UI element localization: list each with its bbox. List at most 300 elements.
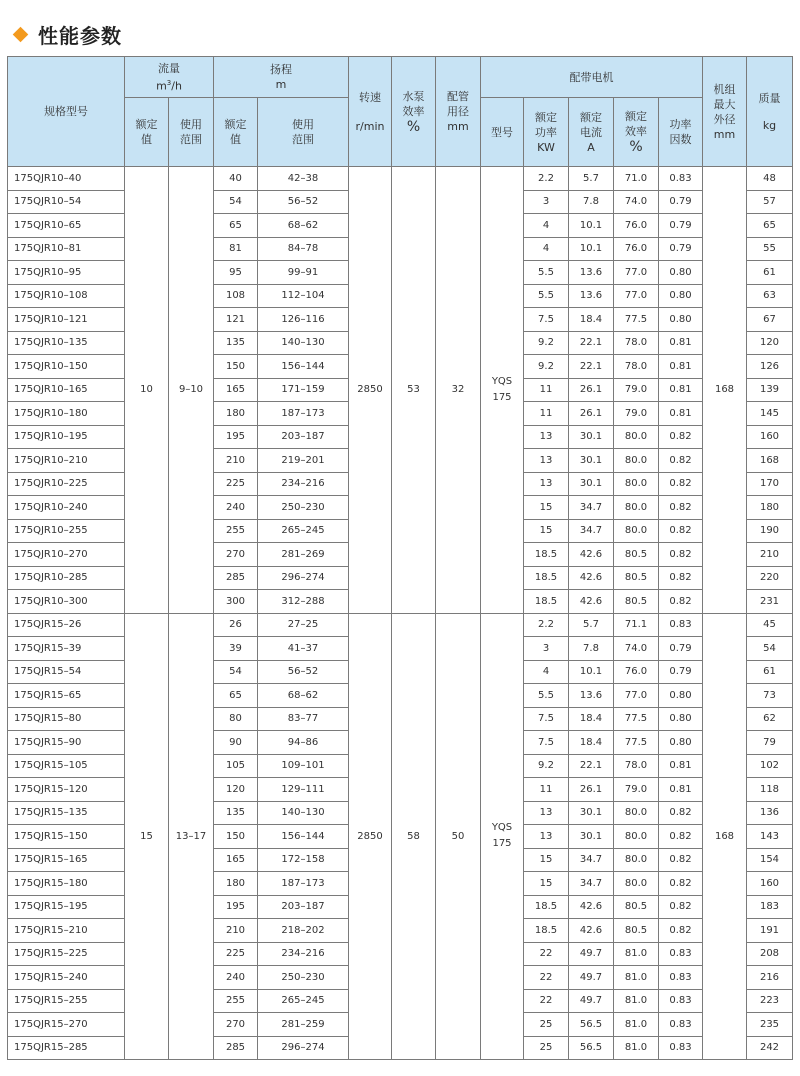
head-rated-cell: 165 bbox=[214, 378, 258, 402]
model-cell: 175QJR10–225 bbox=[8, 472, 125, 496]
mass-cell: 210 bbox=[747, 543, 793, 567]
mass-cell: 235 bbox=[747, 1013, 793, 1037]
motor-efficiency-cell: 80.0 bbox=[614, 801, 659, 825]
power-factor-cell: 0.83 bbox=[659, 1013, 703, 1037]
motor-efficiency-cell: 77.0 bbox=[614, 261, 659, 285]
motor-current-cell: 7.8 bbox=[569, 637, 614, 661]
model-cell: 175QJR10–300 bbox=[8, 590, 125, 614]
motor-current-cell: 18.4 bbox=[569, 731, 614, 755]
motor-current-cell: 26.1 bbox=[569, 402, 614, 426]
header-motor-current: 额定 电流 A bbox=[569, 98, 614, 167]
mass-cell: 139 bbox=[747, 378, 793, 402]
performance-table bbox=[7, 56, 793, 1060]
motor-efficiency-cell: 79.0 bbox=[614, 402, 659, 426]
head-rated-cell: 54 bbox=[214, 660, 258, 684]
head-rated-cell: 121 bbox=[214, 308, 258, 332]
power-factor-cell: 0.82 bbox=[659, 496, 703, 520]
motor-efficiency-cell: 80.0 bbox=[614, 496, 659, 520]
mass-cell: 62 bbox=[747, 707, 793, 731]
head-rated-cell: 135 bbox=[214, 801, 258, 825]
motor-current-cell: 42.6 bbox=[569, 590, 614, 614]
motor-efficiency-cell: 80.0 bbox=[614, 872, 659, 896]
model-cell: 175QJR10–150 bbox=[8, 355, 125, 379]
flow-rated-cell: 15 bbox=[125, 613, 169, 1060]
table-row bbox=[8, 613, 793, 637]
power-factor-cell: 0.82 bbox=[659, 590, 703, 614]
head-rated-cell: 240 bbox=[214, 496, 258, 520]
power-factor-cell: 0.79 bbox=[659, 637, 703, 661]
mass-cell: 120 bbox=[747, 331, 793, 355]
power-factor-cell: 0.79 bbox=[659, 214, 703, 238]
head-rated-cell: 195 bbox=[214, 425, 258, 449]
mass-cell: 145 bbox=[747, 402, 793, 426]
motor-efficiency-cell: 80.5 bbox=[614, 895, 659, 919]
model-cell: 175QJR10–255 bbox=[8, 519, 125, 543]
motor-efficiency-cell: 71.0 bbox=[614, 167, 659, 191]
motor-power-cell: 15 bbox=[524, 496, 569, 520]
motor-current-cell: 49.7 bbox=[569, 989, 614, 1013]
motor-power-cell: 9.2 bbox=[524, 331, 569, 355]
head-range-cell: 218–202 bbox=[258, 919, 349, 943]
head-rated-cell: 285 bbox=[214, 1036, 258, 1060]
mass-cell: 55 bbox=[747, 237, 793, 261]
motor-efficiency-cell: 77.5 bbox=[614, 731, 659, 755]
motor-current-cell: 42.6 bbox=[569, 919, 614, 943]
motor-current-cell: 30.1 bbox=[569, 472, 614, 496]
motor-current-cell: 13.6 bbox=[569, 684, 614, 708]
pipe-diameter-cell: 50 bbox=[436, 613, 481, 1060]
model-cell: 175QJR15–80 bbox=[8, 707, 125, 731]
motor-power-cell: 18.5 bbox=[524, 895, 569, 919]
model-cell: 175QJR15–26 bbox=[8, 613, 125, 637]
mass-cell: 208 bbox=[747, 942, 793, 966]
head-range-cell: 265–245 bbox=[258, 519, 349, 543]
model-cell: 175QJR10–54 bbox=[8, 190, 125, 214]
power-factor-cell: 0.79 bbox=[659, 237, 703, 261]
model-cell: 175QJR15–120 bbox=[8, 778, 125, 802]
power-factor-cell: 0.80 bbox=[659, 261, 703, 285]
model-cell: 175QJR15–39 bbox=[8, 637, 125, 661]
header-flow-rated: 额定 值 bbox=[125, 98, 169, 167]
head-range-cell: 281–269 bbox=[258, 543, 349, 567]
mass-cell: 65 bbox=[747, 214, 793, 238]
head-rated-cell: 65 bbox=[214, 214, 258, 238]
model-cell: 175QJR10–40 bbox=[8, 167, 125, 191]
motor-current-cell: 42.6 bbox=[569, 543, 614, 567]
power-factor-cell: 0.81 bbox=[659, 754, 703, 778]
head-rated-cell: 210 bbox=[214, 449, 258, 473]
head-range-cell: 27–25 bbox=[258, 613, 349, 637]
model-cell: 175QJR10–165 bbox=[8, 378, 125, 402]
motor-power-cell: 11 bbox=[524, 778, 569, 802]
page-title-text: 性能参数 bbox=[38, 23, 122, 48]
table-row bbox=[8, 167, 793, 191]
head-range-cell: 112–104 bbox=[258, 284, 349, 308]
diamond-bullet-icon bbox=[13, 26, 29, 42]
mass-cell: 143 bbox=[747, 825, 793, 849]
mass-cell: 216 bbox=[747, 966, 793, 990]
power-factor-cell: 0.81 bbox=[659, 378, 703, 402]
mass-cell: 102 bbox=[747, 754, 793, 778]
motor-power-cell: 22 bbox=[524, 966, 569, 990]
pump-efficiency-cell: 53 bbox=[392, 167, 436, 614]
power-factor-cell: 0.82 bbox=[659, 425, 703, 449]
motor-power-cell: 15 bbox=[524, 872, 569, 896]
table-body bbox=[8, 167, 793, 1060]
motor-power-cell: 13 bbox=[524, 801, 569, 825]
motor-power-cell: 15 bbox=[524, 848, 569, 872]
motor-power-cell: 7.5 bbox=[524, 731, 569, 755]
head-range-cell: 140–130 bbox=[258, 331, 349, 355]
motor-efficiency-cell: 79.0 bbox=[614, 778, 659, 802]
flow-range-cell: 13–17 bbox=[169, 613, 214, 1060]
motor-current-cell: 5.7 bbox=[569, 167, 614, 191]
head-range-cell: 129–111 bbox=[258, 778, 349, 802]
mass-cell: 63 bbox=[747, 284, 793, 308]
motor-efficiency-cell: 80.0 bbox=[614, 848, 659, 872]
motor-efficiency-cell: 80.0 bbox=[614, 519, 659, 543]
motor-type-line: 175 bbox=[492, 838, 512, 850]
head-range-cell: 250–230 bbox=[258, 966, 349, 990]
power-factor-cell: 0.81 bbox=[659, 402, 703, 426]
motor-current-cell: 5.7 bbox=[569, 613, 614, 637]
motor-efficiency-cell: 76.0 bbox=[614, 214, 659, 238]
pump-efficiency-cell: 58 bbox=[392, 613, 436, 1060]
motor-power-cell: 18.5 bbox=[524, 919, 569, 943]
motor-power-cell: 3 bbox=[524, 190, 569, 214]
mass-cell: 191 bbox=[747, 919, 793, 943]
head-rated-cell: 180 bbox=[214, 402, 258, 426]
head-rated-cell: 195 bbox=[214, 895, 258, 919]
head-rated-cell: 225 bbox=[214, 942, 258, 966]
head-range-cell: 42–38 bbox=[258, 167, 349, 191]
motor-efficiency-cell: 81.0 bbox=[614, 966, 659, 990]
head-range-cell: 41–37 bbox=[258, 637, 349, 661]
head-range-cell: 234–216 bbox=[258, 472, 349, 496]
head-rated-cell: 40 bbox=[214, 167, 258, 191]
head-range-cell: 203–187 bbox=[258, 895, 349, 919]
motor-current-cell: 42.6 bbox=[569, 895, 614, 919]
head-rated-cell: 210 bbox=[214, 919, 258, 943]
header-flow: 流量 $m^3/h$ bbox=[125, 57, 214, 98]
power-factor-cell: 0.83 bbox=[659, 942, 703, 966]
power-factor-cell: 0.82 bbox=[659, 825, 703, 849]
mass-cell: 180 bbox=[747, 496, 793, 520]
head-range-cell: 171–159 bbox=[258, 378, 349, 402]
motor-power-cell: 4 bbox=[524, 237, 569, 261]
model-cell: 175QJR15–105 bbox=[8, 754, 125, 778]
head-rated-cell: 255 bbox=[214, 989, 258, 1013]
motor-current-cell: 34.7 bbox=[569, 496, 614, 520]
model-cell: 175QJR10–210 bbox=[8, 449, 125, 473]
flow-range-cell: 9–10 bbox=[169, 167, 214, 614]
mass-cell: 136 bbox=[747, 801, 793, 825]
motor-power-cell: 5.5 bbox=[524, 261, 569, 285]
motor-current-cell: 22.1 bbox=[569, 754, 614, 778]
head-rated-cell: 240 bbox=[214, 966, 258, 990]
motor-power-cell: 13 bbox=[524, 449, 569, 473]
mass-cell: 54 bbox=[747, 637, 793, 661]
head-rated-cell: 300 bbox=[214, 590, 258, 614]
header-motor: 配带电机 bbox=[481, 57, 703, 98]
head-rated-cell: 285 bbox=[214, 566, 258, 590]
model-cell: 175QJR10–95 bbox=[8, 261, 125, 285]
power-factor-cell: 0.82 bbox=[659, 919, 703, 943]
mass-cell: 118 bbox=[747, 778, 793, 802]
motor-type-cell bbox=[481, 167, 524, 614]
motor-efficiency-cell: 79.0 bbox=[614, 378, 659, 402]
motor-current-cell: 30.1 bbox=[569, 825, 614, 849]
head-rated-cell: 105 bbox=[214, 754, 258, 778]
head-rated-cell: 150 bbox=[214, 825, 258, 849]
head-range-cell: 126–116 bbox=[258, 308, 349, 332]
motor-efficiency-cell: 77.0 bbox=[614, 684, 659, 708]
motor-current-cell: 18.4 bbox=[569, 707, 614, 731]
power-factor-cell: 0.81 bbox=[659, 331, 703, 355]
head-rated-cell: 120 bbox=[214, 778, 258, 802]
header-motor-type: 型号 bbox=[481, 98, 524, 167]
head-range-cell: 234–216 bbox=[258, 942, 349, 966]
header-speed: 转速 r/min bbox=[349, 57, 392, 167]
motor-power-cell: 2.2 bbox=[524, 167, 569, 191]
model-cell: 175QJR10–65 bbox=[8, 214, 125, 238]
pipe-diameter-cell: 32 bbox=[436, 167, 481, 614]
motor-efficiency-cell: 81.0 bbox=[614, 942, 659, 966]
head-range-cell: 68–62 bbox=[258, 684, 349, 708]
mass-cell: 223 bbox=[747, 989, 793, 1013]
motor-type-line: YQS bbox=[491, 822, 513, 834]
mass-cell: 231 bbox=[747, 590, 793, 614]
speed-cell: 2850 bbox=[349, 613, 392, 1060]
power-factor-cell: 0.83 bbox=[659, 966, 703, 990]
power-factor-cell: 0.82 bbox=[659, 519, 703, 543]
motor-power-cell: 13 bbox=[524, 825, 569, 849]
motor-current-cell: 7.8 bbox=[569, 190, 614, 214]
header-model: 规格型号 bbox=[8, 57, 125, 167]
power-factor-cell: 0.83 bbox=[659, 167, 703, 191]
motor-power-cell: 22 bbox=[524, 989, 569, 1013]
motor-efficiency-cell: 78.0 bbox=[614, 355, 659, 379]
power-factor-cell: 0.80 bbox=[659, 731, 703, 755]
motor-efficiency-cell: 80.0 bbox=[614, 425, 659, 449]
motor-efficiency-cell: 78.0 bbox=[614, 754, 659, 778]
mass-cell: 79 bbox=[747, 731, 793, 755]
motor-efficiency-cell: 81.0 bbox=[614, 1036, 659, 1060]
power-factor-cell: 0.79 bbox=[659, 190, 703, 214]
model-cell: 175QJR15–195 bbox=[8, 895, 125, 919]
motor-current-cell: 22.1 bbox=[569, 331, 614, 355]
power-factor-cell: 0.82 bbox=[659, 566, 703, 590]
motor-type-line: YQS bbox=[491, 375, 513, 387]
motor-power-cell: 18.5 bbox=[524, 590, 569, 614]
motor-current-cell: 13.6 bbox=[569, 284, 614, 308]
model-cell: 175QJR10–240 bbox=[8, 496, 125, 520]
motor-efficiency-cell: 80.0 bbox=[614, 449, 659, 473]
model-cell: 175QJR15–225 bbox=[8, 942, 125, 966]
header-head: 扬程 m bbox=[214, 57, 349, 98]
motor-power-cell: 5.5 bbox=[524, 684, 569, 708]
motor-current-cell: 10.1 bbox=[569, 660, 614, 684]
mass-cell: 67 bbox=[747, 308, 793, 332]
motor-current-cell: 34.7 bbox=[569, 519, 614, 543]
model-cell: 175QJR15–180 bbox=[8, 872, 125, 896]
model-cell: 175QJR15–150 bbox=[8, 825, 125, 849]
head-range-cell: 99–91 bbox=[258, 261, 349, 285]
motor-efficiency-cell: 80.5 bbox=[614, 590, 659, 614]
mass-cell: 126 bbox=[747, 355, 793, 379]
motor-power-cell: 11 bbox=[524, 378, 569, 402]
mass-cell: 220 bbox=[747, 566, 793, 590]
motor-current-cell: 49.7 bbox=[569, 966, 614, 990]
head-range-cell: 94–86 bbox=[258, 731, 349, 755]
motor-power-cell: 4 bbox=[524, 214, 569, 238]
head-range-cell: 109–101 bbox=[258, 754, 349, 778]
model-cell: 175QJR15–270 bbox=[8, 1013, 125, 1037]
motor-power-cell: 18.5 bbox=[524, 543, 569, 567]
model-cell: 175QJR15–255 bbox=[8, 989, 125, 1013]
head-range-cell: 187–173 bbox=[258, 872, 349, 896]
power-factor-cell: 0.82 bbox=[659, 848, 703, 872]
motor-current-cell: 30.1 bbox=[569, 425, 614, 449]
motor-power-cell: 15 bbox=[524, 519, 569, 543]
page-title bbox=[12, 18, 122, 50]
motor-efficiency-cell: 80.0 bbox=[614, 825, 659, 849]
motor-current-cell: 42.6 bbox=[569, 566, 614, 590]
model-cell: 175QJR15–65 bbox=[8, 684, 125, 708]
head-rated-cell: 80 bbox=[214, 707, 258, 731]
power-factor-cell: 0.82 bbox=[659, 801, 703, 825]
head-rated-cell: 39 bbox=[214, 637, 258, 661]
motor-power-cell: 11 bbox=[524, 402, 569, 426]
head-range-cell: 312–288 bbox=[258, 590, 349, 614]
header-motor-efficiency: 额定 效率 % bbox=[614, 98, 659, 167]
model-cell: 175QJR10–135 bbox=[8, 331, 125, 355]
model-cell: 175QJR10–285 bbox=[8, 566, 125, 590]
mass-cell: 183 bbox=[747, 895, 793, 919]
head-range-cell: 296–274 bbox=[258, 566, 349, 590]
mass-cell: 160 bbox=[747, 872, 793, 896]
mass-cell: 168 bbox=[747, 449, 793, 473]
head-range-cell: 281–259 bbox=[258, 1013, 349, 1037]
head-range-cell: 156–144 bbox=[258, 825, 349, 849]
mass-cell: 61 bbox=[747, 660, 793, 684]
model-cell: 175QJR10–121 bbox=[8, 308, 125, 332]
motor-power-cell: 25 bbox=[524, 1013, 569, 1037]
motor-current-cell: 26.1 bbox=[569, 778, 614, 802]
model-cell: 175QJR15–240 bbox=[8, 966, 125, 990]
outer-diameter-cell: 168 bbox=[703, 613, 747, 1060]
motor-current-cell: 30.1 bbox=[569, 801, 614, 825]
header-pipe-diameter: 配管 用径 mm bbox=[436, 57, 481, 167]
head-range-cell: 84–78 bbox=[258, 237, 349, 261]
head-range-cell: 250–230 bbox=[258, 496, 349, 520]
motor-efficiency-cell: 80.5 bbox=[614, 919, 659, 943]
head-rated-cell: 65 bbox=[214, 684, 258, 708]
mass-cell: 154 bbox=[747, 848, 793, 872]
head-range-cell: 56–52 bbox=[258, 660, 349, 684]
head-rated-cell: 150 bbox=[214, 355, 258, 379]
head-rated-cell: 270 bbox=[214, 543, 258, 567]
power-factor-cell: 0.80 bbox=[659, 707, 703, 731]
header-head-range: 使用 范围 bbox=[258, 98, 349, 167]
power-factor-cell: 0.80 bbox=[659, 308, 703, 332]
motor-efficiency-cell: 80.5 bbox=[614, 566, 659, 590]
motor-efficiency-cell: 80.5 bbox=[614, 543, 659, 567]
head-rated-cell: 95 bbox=[214, 261, 258, 285]
motor-efficiency-cell: 76.0 bbox=[614, 660, 659, 684]
head-rated-cell: 81 bbox=[214, 237, 258, 261]
head-rated-cell: 26 bbox=[214, 613, 258, 637]
mass-cell: 170 bbox=[747, 472, 793, 496]
header-head-rated: 额定 值 bbox=[214, 98, 258, 167]
motor-power-cell: 13 bbox=[524, 472, 569, 496]
motor-efficiency-cell: 71.1 bbox=[614, 613, 659, 637]
mass-cell: 190 bbox=[747, 519, 793, 543]
motor-efficiency-cell: 78.0 bbox=[614, 331, 659, 355]
motor-current-cell: 30.1 bbox=[569, 449, 614, 473]
motor-current-cell: 34.7 bbox=[569, 848, 614, 872]
motor-power-cell: 3 bbox=[524, 637, 569, 661]
motor-efficiency-cell: 81.0 bbox=[614, 1013, 659, 1037]
motor-current-cell: 56.5 bbox=[569, 1013, 614, 1037]
mass-cell: 45 bbox=[747, 613, 793, 637]
outer-diameter-cell: 168 bbox=[703, 167, 747, 614]
power-factor-cell: 0.81 bbox=[659, 355, 703, 379]
head-range-cell: 296–274 bbox=[258, 1036, 349, 1060]
power-factor-cell: 0.82 bbox=[659, 895, 703, 919]
power-factor-cell: 0.83 bbox=[659, 1036, 703, 1060]
power-factor-cell: 0.82 bbox=[659, 449, 703, 473]
power-factor-cell: 0.83 bbox=[659, 613, 703, 637]
head-range-cell: 219–201 bbox=[258, 449, 349, 473]
motor-current-cell: 34.7 bbox=[569, 872, 614, 896]
model-cell: 175QJR15–54 bbox=[8, 660, 125, 684]
head-range-cell: 265–245 bbox=[258, 989, 349, 1013]
power-factor-cell: 0.81 bbox=[659, 778, 703, 802]
head-rated-cell: 180 bbox=[214, 872, 258, 896]
model-cell: 175QJR15–90 bbox=[8, 731, 125, 755]
model-cell: 175QJR15–285 bbox=[8, 1036, 125, 1060]
motor-power-cell: 22 bbox=[524, 942, 569, 966]
motor-efficiency-cell: 74.0 bbox=[614, 637, 659, 661]
motor-efficiency-cell: 74.0 bbox=[614, 190, 659, 214]
power-factor-cell: 0.82 bbox=[659, 543, 703, 567]
mass-cell: 160 bbox=[747, 425, 793, 449]
motor-power-cell: 9.2 bbox=[524, 355, 569, 379]
power-factor-cell: 0.82 bbox=[659, 472, 703, 496]
header-outer-diameter: 机组 最大 外径 mm bbox=[703, 57, 747, 167]
motor-power-cell: 9.2 bbox=[524, 754, 569, 778]
head-rated-cell: 165 bbox=[214, 848, 258, 872]
mass-cell: 61 bbox=[747, 261, 793, 285]
power-factor-cell: 0.83 bbox=[659, 989, 703, 1013]
mass-cell: 242 bbox=[747, 1036, 793, 1060]
head-range-cell: 187–173 bbox=[258, 402, 349, 426]
motor-current-cell: 49.7 bbox=[569, 942, 614, 966]
header-pump-efficiency: 水泵 效率 % bbox=[392, 57, 436, 167]
mass-cell: 48 bbox=[747, 167, 793, 191]
motor-efficiency-cell: 77.0 bbox=[614, 284, 659, 308]
mass-cell: 57 bbox=[747, 190, 793, 214]
header-motor-power: 额定 功率 KW bbox=[524, 98, 569, 167]
flow-rated-cell: 10 bbox=[125, 167, 169, 614]
head-rated-cell: 225 bbox=[214, 472, 258, 496]
motor-power-cell: 7.5 bbox=[524, 707, 569, 731]
head-rated-cell: 108 bbox=[214, 284, 258, 308]
head-rated-cell: 90 bbox=[214, 731, 258, 755]
motor-type-line: 175 bbox=[492, 391, 512, 403]
motor-efficiency-cell: 76.0 bbox=[614, 237, 659, 261]
